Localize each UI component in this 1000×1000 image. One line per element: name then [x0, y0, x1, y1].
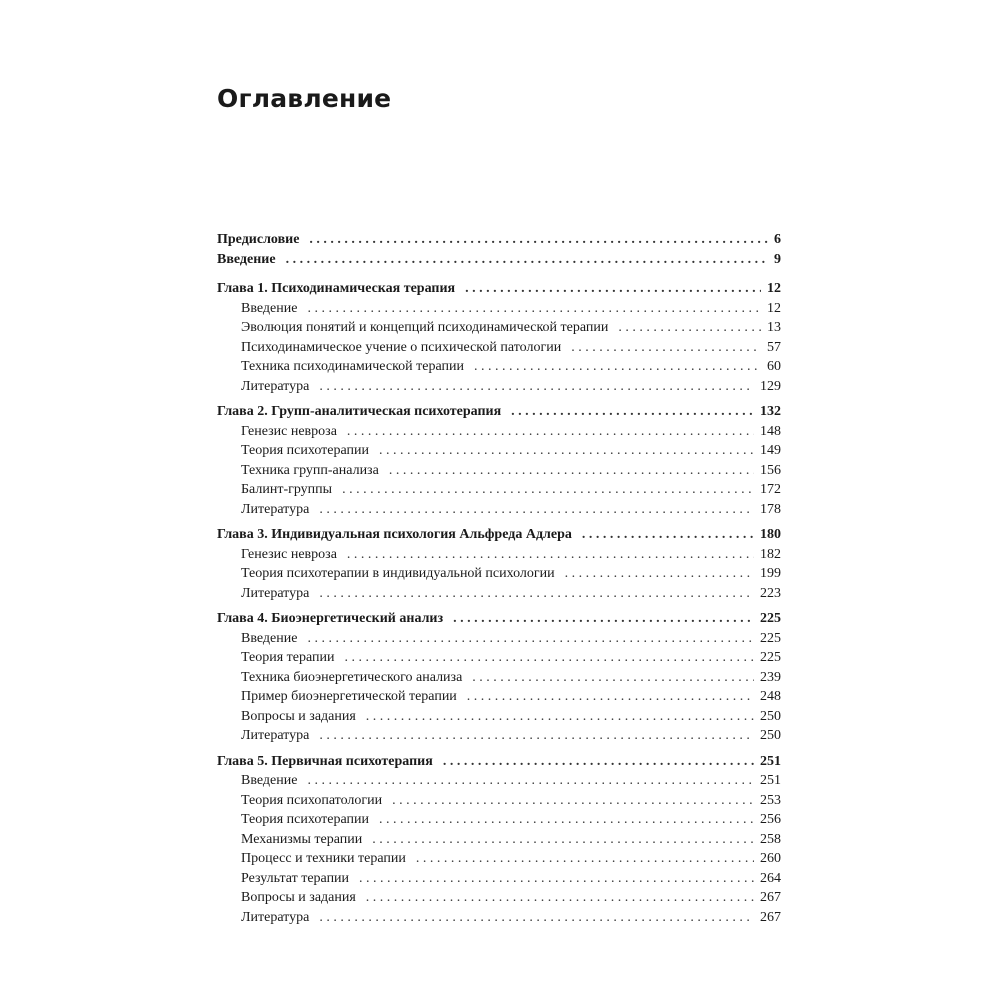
toc-entry-page: 149 — [760, 443, 781, 458]
dot-leader — [366, 707, 754, 727]
dot-leader — [571, 338, 761, 358]
toc-entry-page: 225 — [760, 650, 781, 665]
toc-section[interactable] — [217, 629, 781, 649]
dot-leader — [319, 726, 754, 746]
toc-entry-title: Введение — [241, 773, 298, 788]
toc-section[interactable] — [217, 564, 781, 584]
toc-entry-page: 6 — [774, 232, 781, 247]
toc-section[interactable] — [217, 849, 781, 869]
toc-entry-page: 13 — [767, 320, 781, 335]
toc-entry-page: 225 — [760, 630, 781, 646]
toc-entry-page: 267 — [760, 890, 781, 905]
toc-entry-page: 148 — [760, 423, 781, 439]
toc-entry-title: Эволюция понятий и концепций психодинамической терапии — [241, 320, 609, 335]
toc-entry-title: Вопросы и задания — [241, 890, 356, 905]
dot-leader — [467, 687, 754, 707]
toc-section[interactable] — [217, 377, 781, 397]
toc-entry-title: Литература — [241, 378, 310, 394]
dot-leader — [379, 441, 754, 461]
dot-leader — [347, 422, 754, 442]
dot-leader — [307, 771, 754, 791]
toc-section[interactable] — [217, 869, 781, 889]
dot-leader — [309, 230, 768, 250]
toc-section[interactable] — [217, 318, 781, 338]
toc-section[interactable] — [217, 810, 781, 830]
toc-section[interactable] — [217, 545, 781, 565]
toc-entry-title: Теория психотерапии в индивидуальной психологии — [241, 566, 555, 581]
dot-leader — [319, 908, 754, 928]
toc-entry-page: 9 — [774, 251, 781, 267]
toc-intro-group — [217, 230, 781, 269]
toc-entry-page: 251 — [760, 753, 781, 769]
toc-entry-title: Введение — [241, 300, 298, 316]
dot-leader — [366, 888, 754, 908]
toc-entry-page: 225 — [760, 611, 781, 626]
toc-entry-title: Техника биоэнергетического анализа — [241, 669, 463, 685]
toc-entry-title: Генезис невроза — [241, 546, 337, 562]
toc-section[interactable] — [217, 707, 781, 727]
toc-entry-page: 239 — [760, 669, 781, 685]
toc-section[interactable] — [217, 441, 781, 461]
toc-entry-page: 12 — [767, 300, 781, 316]
toc-section[interactable] — [217, 461, 781, 481]
toc-section[interactable] — [217, 830, 781, 850]
toc-entry-page: 251 — [760, 773, 781, 788]
toc-chapter-3[interactable] — [217, 525, 781, 545]
toc-entry-title: Глава 1. Психодинамическая терапия — [217, 281, 456, 296]
dot-leader — [474, 357, 761, 377]
dot-leader — [347, 545, 754, 565]
toc-entry-title: Литература — [241, 728, 310, 743]
dot-leader — [392, 791, 754, 811]
toc-entry-page: 60 — [767, 359, 781, 374]
dot-leader — [472, 668, 754, 688]
dot-leader — [618, 318, 761, 338]
toc-entry-page: 248 — [760, 689, 781, 704]
toc-section[interactable] — [217, 908, 781, 928]
toc-entry-title: Техника психодинамической терапии — [241, 359, 465, 374]
toc-entry-title: Глава 4. Биоэнергетический анализ — [217, 611, 444, 626]
toc-entry-page: 129 — [760, 378, 781, 394]
toc-section[interactable] — [217, 480, 781, 500]
toc-entry-page: 250 — [760, 728, 781, 743]
toc-section[interactable] — [217, 791, 781, 811]
toc-entry-page: 180 — [760, 527, 781, 542]
toc-entry-page: 199 — [760, 566, 781, 581]
dot-leader — [389, 461, 754, 481]
toc-chapter-group-2 — [217, 402, 781, 519]
toc-entry-title: Глава 2. Групп-аналитическая психотерапия — [217, 404, 502, 419]
toc-section[interactable] — [217, 422, 781, 442]
dot-leader — [443, 752, 754, 772]
toc-section[interactable] — [217, 500, 781, 520]
dot-leader — [342, 480, 754, 500]
toc-entry-title: Пример биоэнергетической терапии — [241, 689, 457, 704]
toc-chapter-group-1 — [217, 279, 781, 396]
dot-leader — [465, 279, 761, 299]
toc-entry-page: 258 — [760, 831, 781, 847]
toc-entry-page: 156 — [760, 462, 781, 478]
toc-entry-title: Теория терапии — [241, 650, 335, 665]
toc-chapter-2[interactable] — [217, 402, 781, 422]
page-title: Оглавление — [217, 84, 392, 113]
dot-leader — [359, 869, 754, 889]
toc-entry-title: Механизмы терапии — [241, 831, 363, 847]
toc-entry-title: Литература — [241, 909, 310, 925]
toc-chapter-5[interactable] — [217, 752, 781, 772]
toc-chapters — [217, 279, 781, 927]
toc-entry-page: 256 — [760, 812, 781, 827]
toc-section[interactable] — [217, 888, 781, 908]
toc-entry-title: Литература — [241, 585, 310, 601]
toc-entry-title: Балинт-группы — [241, 482, 333, 497]
toc-section[interactable] — [217, 584, 781, 604]
toc-entry-preface[interactable] — [217, 230, 781, 250]
dot-leader — [307, 629, 754, 649]
dot-leader — [345, 648, 754, 668]
dot-leader — [511, 402, 754, 422]
toc-entry-page: 250 — [760, 708, 781, 724]
toc-entry-title: Результат терапии — [241, 870, 350, 886]
toc-section[interactable] — [217, 687, 781, 707]
toc-chapter-group-5 — [217, 752, 781, 928]
dot-leader — [379, 810, 754, 830]
dot-leader — [372, 830, 754, 850]
toc-entry-page: 253 — [760, 792, 781, 808]
toc-entry-page: 12 — [767, 281, 781, 296]
toc-entry-title: Предисловие — [217, 232, 300, 247]
toc-entry-title: Теория психотерапии — [241, 812, 369, 827]
toc-section[interactable] — [217, 668, 781, 688]
toc-entry-page: 267 — [760, 909, 781, 925]
dot-leader — [582, 525, 754, 545]
toc-entry-title: Теория психотерапии — [241, 443, 369, 458]
toc-entry-page: 178 — [760, 501, 781, 517]
dot-leader — [319, 584, 754, 604]
toc-entry-page: 132 — [760, 404, 781, 419]
toc-entry-title: Введение — [217, 251, 276, 267]
toc-chapter-group-4 — [217, 609, 781, 746]
dot-leader — [286, 250, 768, 270]
toc-entry-page: 182 — [760, 546, 781, 562]
toc-chapter-4[interactable] — [217, 609, 781, 629]
table-of-contents — [217, 230, 781, 933]
toc-entry-page: 260 — [760, 851, 781, 866]
dot-leader — [565, 564, 754, 584]
toc-section[interactable] — [217, 299, 781, 319]
toc-chapter-1[interactable] — [217, 279, 781, 299]
toc-section[interactable] — [217, 648, 781, 668]
toc-entry-title: Глава 5. Первичная психотерапия — [217, 753, 433, 769]
dot-leader — [319, 377, 754, 397]
toc-section[interactable] — [217, 338, 781, 358]
toc-section[interactable] — [217, 726, 781, 746]
toc-entry-title: Глава 3. Индивидуальная психология Альфреда Адлера — [217, 527, 572, 542]
toc-entry-page: 223 — [760, 585, 781, 601]
toc-entry-title: Психодинамическое учение о психической патологии — [241, 339, 562, 355]
toc-entry-introduction[interactable] — [217, 250, 781, 270]
toc-entry-title: Техника групп-анализа — [241, 462, 379, 478]
toc-entry-page: 172 — [760, 482, 781, 497]
dot-leader — [453, 609, 754, 629]
dot-leader — [319, 500, 754, 520]
toc-chapter-group-3 — [217, 525, 781, 603]
toc-entry-title: Теория психопатологии — [241, 792, 383, 808]
toc-entry-page: 264 — [760, 870, 781, 886]
toc-entry-page: 57 — [767, 339, 781, 355]
toc-entry-title: Литература — [241, 501, 310, 517]
toc-entry-title: Процесс и техники терапии — [241, 851, 406, 866]
toc-section[interactable] — [217, 357, 781, 377]
toc-section[interactable] — [217, 771, 781, 791]
toc-entry-title: Введение — [241, 630, 298, 646]
dot-leader — [307, 299, 761, 319]
dot-leader — [416, 849, 754, 869]
toc-entry-title: Вопросы и задания — [241, 708, 356, 724]
toc-entry-title: Генезис невроза — [241, 423, 337, 439]
